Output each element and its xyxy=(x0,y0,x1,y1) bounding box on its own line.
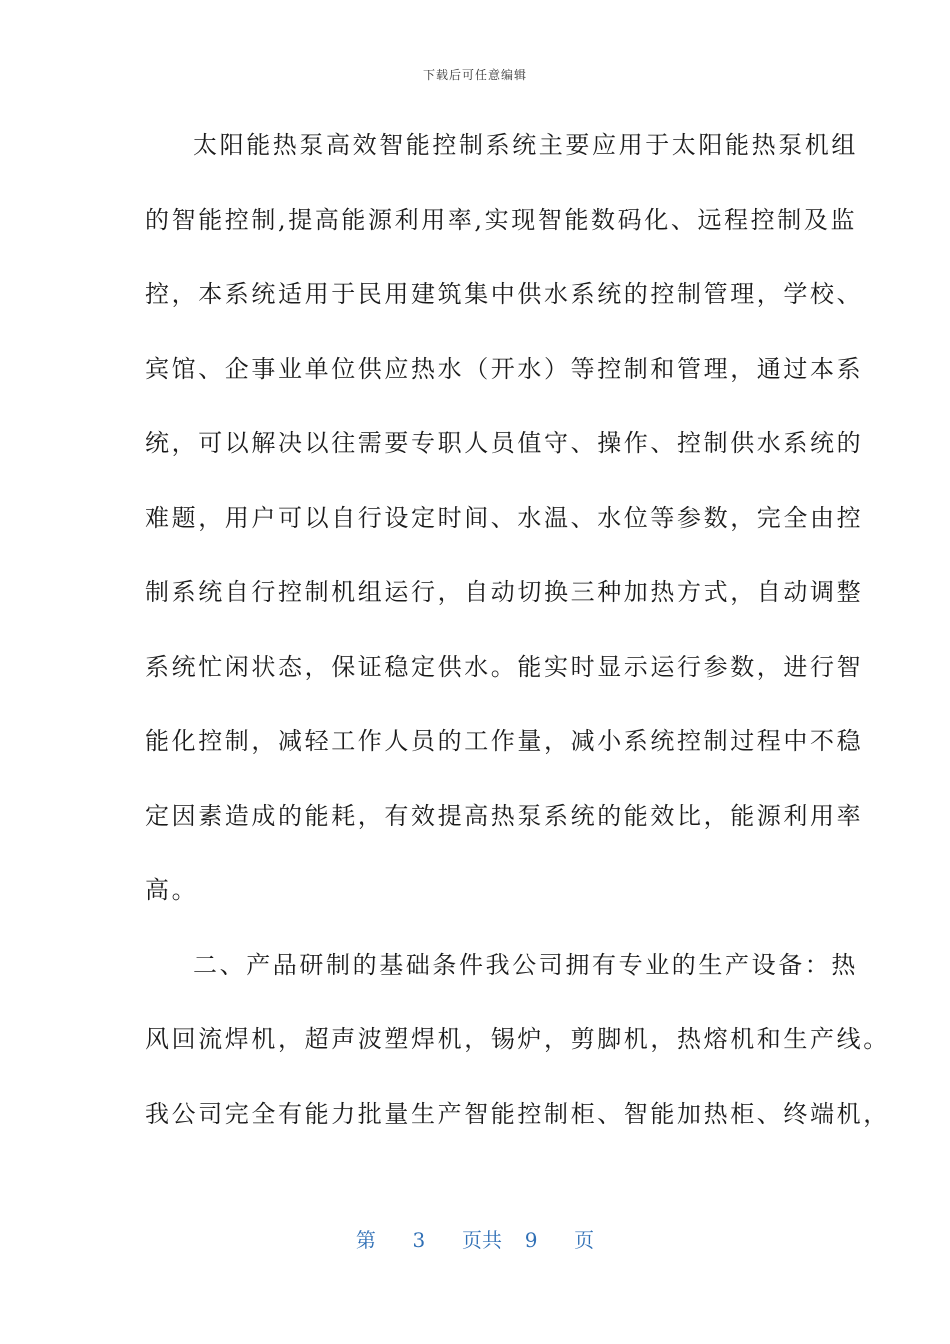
paragraph-line: 高。 xyxy=(145,876,199,904)
page-label-prefix: 第 xyxy=(355,1228,376,1252)
paragraph-line: 制系统自行控制机组运行，自动切换三种加热方式，自动调整 xyxy=(145,578,864,606)
paragraph-line: 风回流焊机，超声波塑焊机，锡炉，剪脚机，热熔机和生产线。 xyxy=(145,1025,890,1053)
paragraph-line: 能化控制，减轻工作人员的工作量，减小系统控制过程中不稳 xyxy=(145,727,864,755)
page-label-suffix: 页 xyxy=(574,1228,595,1252)
paragraph-line: 宾馆、企事业单位供应热水（开水）等控制和管理，通过本系 xyxy=(145,354,864,383)
page-number-footer xyxy=(0,1224,950,1253)
paragraph-1 xyxy=(145,118,864,938)
page-label-mid: 页共 xyxy=(462,1228,502,1252)
paragraph-line: 定因素造成的能耗，有效提高热泵系统的能效比，能源利用率 xyxy=(145,801,864,830)
paragraph-line: 太阳能热泵高效智能控制系统主要应用于太阳能热泵机组 xyxy=(193,131,858,159)
paragraph-2 xyxy=(145,938,890,1162)
page-current: 3 xyxy=(412,1228,426,1252)
paragraph-line: 系统忙闲状态，保证稳定供水。能实时显示运行参数，进行智 xyxy=(145,652,864,681)
header-note: 下载后可任意编辑 xyxy=(422,68,527,82)
paragraph-line: 控，本系统适用于民用建筑集中供水系统的控制管理，学校、 xyxy=(145,280,864,308)
document-body xyxy=(145,118,890,1161)
paragraph-line: 统，可以解决以往需要专职人员值守、操作、控制供水系统的 xyxy=(145,429,864,457)
paragraph-line: 二、产品研制的基础条件我公司拥有专业的生产设备：热 xyxy=(193,950,858,979)
page-total: 9 xyxy=(524,1228,538,1252)
paragraph-line: 难题，用户可以自行设定时间、水温、水位等参数，完全由控 xyxy=(145,503,864,532)
paragraph-line: 我公司完全有能力批量生产智能控制柜、智能加热柜、终端机， xyxy=(145,1099,890,1128)
paragraph-line: 的智能控制,提高能源利用率,实现智能数码化、远程控制及监 xyxy=(145,205,858,234)
